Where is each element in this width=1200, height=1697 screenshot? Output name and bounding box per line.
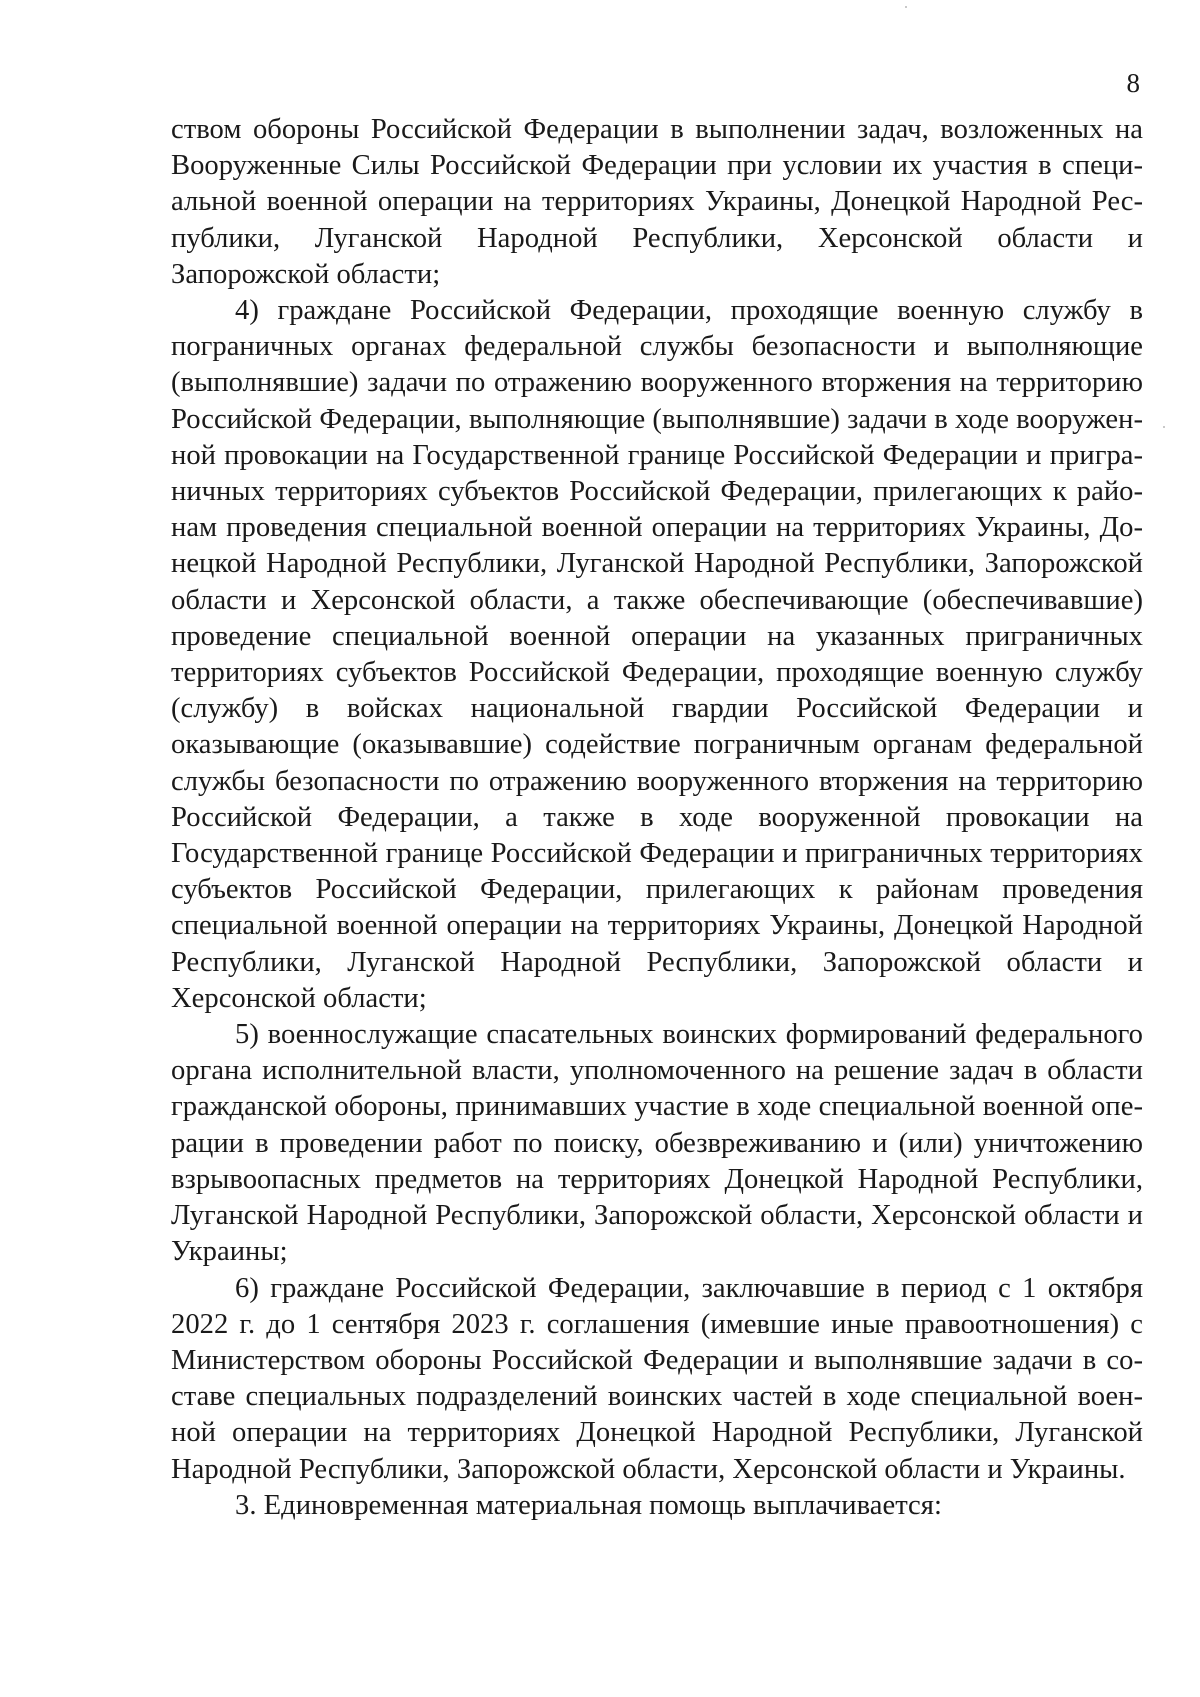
document-body: [171, 112, 1143, 1524]
paragraph-item-6: 6) граждане Российской Федерации, заключавшие в период с 1 октября 2022 г. до 1 сентября 2023 г. соглашения (имевшие иные правоотношения) с Министерством обороны Российской Федерации и выполнявшие задачи в составе специальных подразделений воинских частей в ходе специальной военной операции на территориях Донецкой Народной Республики, Луганской Народной Республики, Запорожской области, Херсонской области и Украины.: [171, 1272, 1143, 1485]
paragraph-item-4: 4) граждане Российской Федерации, проходящие военную службу в пограничных органах федеральной службы безопасности и выполняющие (выполнявшие) задачи по отражению вооруженного вторжения на территорию Российской Федерации, выполняющие (выполнявшие) задачи в ходе вооруженной провокации на Государственной границе Российской Федерации и приграничных территориях субъектов Российской Федерации, прилегающих к районам проведения специальной военной операции на территориях Украины, Донецкой Народной Республики, Луганской Народной Республики, Запорожской области и Херсонской области, а также обеспечивающие (обеспечивавшие) проведение специальной военной операции на указанных приграничных территориях субъектов Российской Федерации, проходящие военную службу (службу) в войсках национальной гвардии Российской Федерации и оказывающие (оказывавшие) содействие пограничным органам федеральной службы безопасности по отражению вооруженного вторжения на территорию Российской Федерации, а также в ходе вооруженной провокации на Государственной границе Российской Федерации и приграничных территориях субъектов Российской Федерации, прилегающих к районам проведения специальной военной операции на территориях Украины, Донецкой Народной Республики, Луганской Народной Республики, Запорожской области и Херсонской области;: [171, 295, 1143, 1014]
paragraph-item-5: 5) военнослужащие спасательных воинских формирований федерального органа исполнительной власти, уполномоченного на решение задач в области гражданской обороны, принимавших участие в ходе специальной военной операции в проведении работ по поиску, обезвреживанию и (или) уничтожению взрывоопасных предметов на территориях Донецкой Народной Республики, Луганской Народной Республики, Запорожской области, Херсонской области и Украины;: [171, 1019, 1143, 1268]
page-number: 8: [1126, 68, 1140, 98]
paragraph-continuation: ством обороны Российской Федерации в выполнении задач, возложенных на Вооруженные Силы Российской Федерации при условии их участия в специальной военной операции на территориях Украины, Донецкой Народной Республики, Луганской Народной Республики, Херсонской области и Запорожской области;: [171, 114, 1143, 290]
scan-speck: [905, 6, 907, 8]
paragraph-section-3: 3. Единовременная материальная помощь выплачивается:: [235, 1489, 942, 1521]
scan-speck: [1163, 426, 1165, 428]
